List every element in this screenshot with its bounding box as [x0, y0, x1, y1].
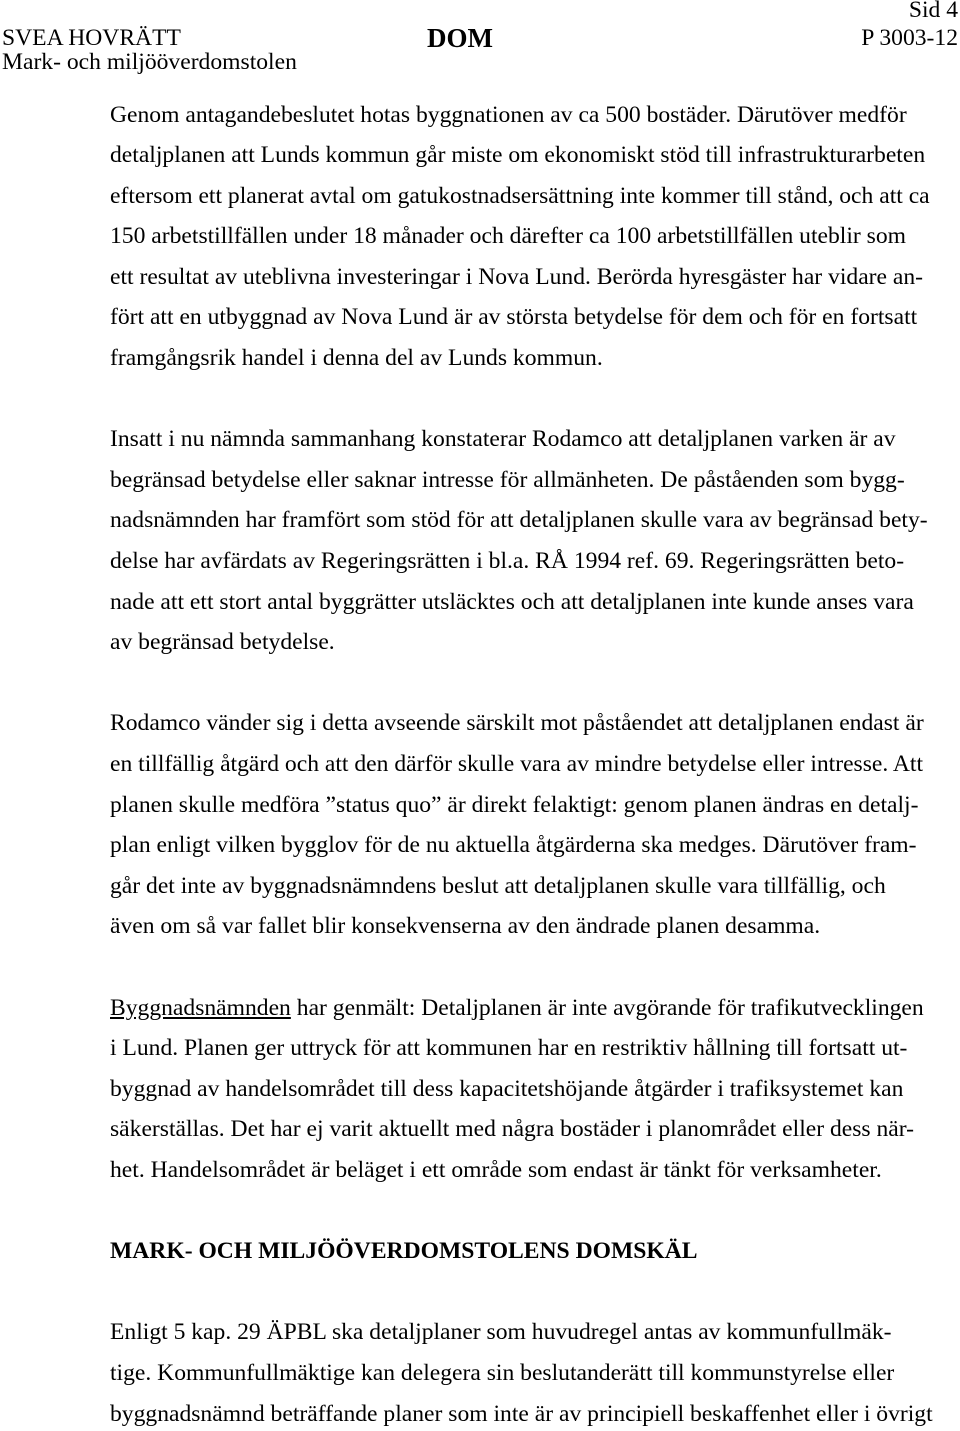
paragraph-line: i Lund. Planen ger uttryck för att kommunen har en restriktiv hållning till fortsatt ut-: [110, 1035, 908, 1062]
paragraph-line: eftersom ett planerat avtal om gatukostnadsersättning inte kommer till stånd, och att ca: [110, 182, 930, 209]
paragraph-line: Enligt 5 kap. 29 ÄPBL ska detaljplaner som huvudregel antas av kommunfullmäk-: [110, 1319, 892, 1346]
paragraph-line: går det inte av byggnadsnämndens beslut att detaljplanen skulle vara tillfällig, och: [110, 872, 886, 899]
paragraph-line: framgångsrik handel i denna del av Lunds kommun.: [110, 345, 603, 372]
paragraph-line: detaljplanen att Lunds kommun går miste om ekonomiskt stöd till infrastrukturarbeten: [110, 142, 926, 169]
paragraph: [110, 102, 950, 373]
paragraph: [110, 710, 950, 940]
paragraph-line: byggnadsnämnd beträffande planer som inte är av principiell beskaffenhet eller i övrigt: [110, 1400, 933, 1427]
court-division: Mark- och miljööverdomstolen: [2, 49, 297, 75]
paragraph-line: plan enligt vilken bygglov för de nu aktuella åtgärderna ska medges. Därutöver fram-: [110, 832, 917, 859]
paragraph-line: nadsnämnden har framfört som stöd för att detaljplanen skulle vara av begränsad bety-: [110, 507, 928, 534]
paragraph-line: 150 arbetstillfällen under 18 månader och därefter ca 100 arbetstillfällen uteblir som: [110, 223, 906, 250]
paragraph-line: även om så var fallet blir konsekvenserna av den ändrade planen desamma.: [110, 913, 821, 940]
page-number: Sid 4: [908, 0, 958, 23]
paragraph-line: planen skulle medföra ”status quo” är direkt felaktigt: genom planen ändras en detalj-: [110, 791, 919, 818]
paragraph-line-text: har genmält: Detaljplanen är inte avgörande för trafikutvecklingen: [296, 994, 924, 1021]
paragraph: [110, 426, 950, 656]
paragraph-line: tige. Kommunfullmäktige kan delegera sin beslutanderätt till kommunstyrelse eller: [110, 1359, 895, 1386]
paragraph-line: delse har avfärdats av Regeringsrätten i bl.a. RÅ 1994 ref. 69. Regeringsrätten beto-: [110, 548, 905, 575]
section-heading-block: [110, 1238, 950, 1265]
paragraph-line: Genom antagandebeslutet hotas byggnationen av ca 500 bostäder. Därutöver medför: [110, 101, 907, 128]
body-text: [110, 102, 950, 1428]
paragraph-line: en tillfällig åtgärd och att den därför skulle vara av mindre betydelse eller intresse. Att: [110, 751, 924, 777]
paragraph-line: byggnad av handelsområdet till dess kapacitetshöjande åtgärder i trafiksystemet kan: [110, 1075, 904, 1102]
paragraph-line: fört att en utbyggnad av Nova Lund är av största betydelse för dem och för en fortsatt: [110, 304, 918, 331]
paragraph: [110, 995, 950, 1184]
paragraph-line: [110, 995, 950, 1022]
paragraph-line: ett resultat av uteblivna investeringar i Nova Lund. Berörda hyresgäster har vidare an-: [110, 263, 924, 290]
paragraph-line: het. Handelsområdet är beläget i ett område som endast är tänkt för verksamheter.: [110, 1156, 882, 1183]
paragraph: [110, 1319, 950, 1427]
underlined-party-name: Byggnadsnämnden: [110, 994, 291, 1021]
paragraph-line: Insatt i nu nämnda sammanhang konstaterar Rodamco att detaljplanen varken är av: [110, 426, 896, 453]
section-heading: MARK- OCH MILJÖÖVERDOMSTOLENS DOMSKÄL: [110, 1238, 698, 1265]
paragraph-line: av begränsad betydelse.: [110, 629, 335, 656]
paragraph-line: nade att ett stort antal byggrätter utsläcktes och att detaljplanen inte kunde anses vara: [110, 588, 914, 615]
paragraph-line: begränsad betydelse eller saknar intresse för allmänheten. De påståenden som bygg-: [110, 466, 905, 493]
paragraph-line: Rodamco vänder sig i detta avseende särskilt mot påståendet att detaljplanen endast är: [110, 710, 924, 737]
court-name: SVEA HOVRÄTT: [2, 25, 181, 51]
case-number: P 3003-12: [861, 25, 958, 51]
paragraph-line: säkerställas. Det har ej varit aktuellt med några bostäder i planområdet eller dess när-: [110, 1116, 915, 1143]
document-type: DOM: [427, 23, 493, 53]
